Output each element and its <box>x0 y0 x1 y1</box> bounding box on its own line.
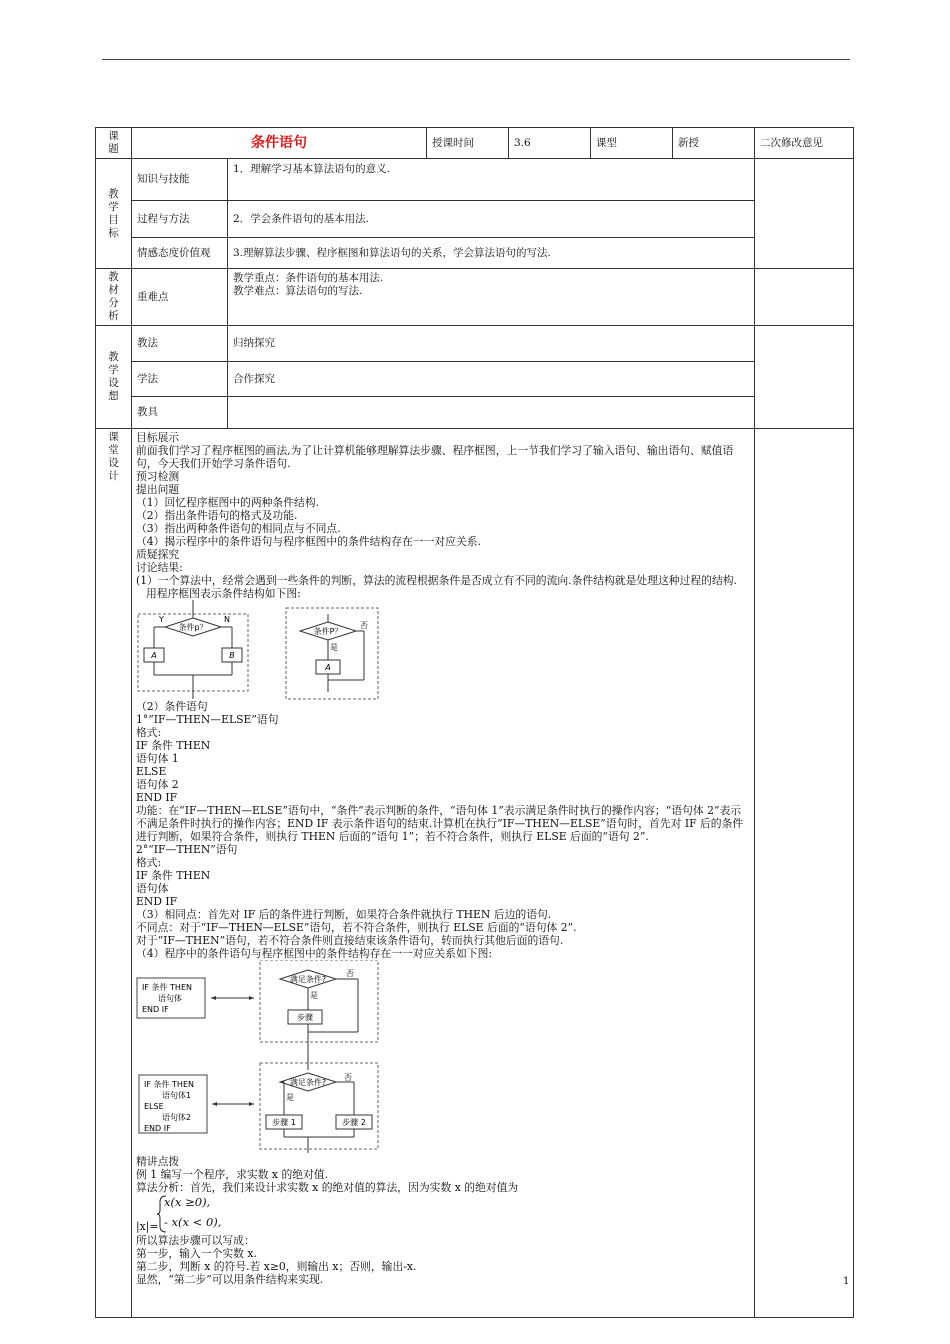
fig4-code-1: IF 条件 THEN <box>144 1080 194 1089</box>
analysis-name: 重难点 <box>132 269 228 326</box>
fig2-no: 否 <box>360 621 368 630</box>
content-line: 前面我们学习了程序框图的画法,为了让计算机能够理解算法步骤、程序框图，上一节我们学习了输入语句、输出语句、赋值语句，今天我们开始学习条件语句. <box>136 444 734 470</box>
lesson-title: 条件语句 <box>132 128 427 159</box>
fig3-code-2: 语句体 <box>158 994 182 1003</box>
fig4-code-5: END IF <box>144 1124 171 1133</box>
content-line: 格式: <box>136 856 162 869</box>
course-section-c <box>136 1155 750 1194</box>
flowchart-row-1 <box>136 600 750 700</box>
course-content <box>132 429 755 1318</box>
fig3-code-1: IF 条件 THEN <box>142 983 192 992</box>
fig1-yes: Y <box>159 615 164 624</box>
content-line: 用程序框图表示条件结构如下图: <box>146 587 301 600</box>
revision-cell <box>755 269 854 326</box>
type-value: 新授 <box>673 128 755 159</box>
header-rule <box>102 59 850 60</box>
key-point: 教学重点：条件语句的基本用法. <box>233 272 384 284</box>
content-line: （2）条件语句 <box>136 700 208 713</box>
content-line: 语句体 1 <box>136 752 179 765</box>
content-line: 2°“IF—THEN”语句 <box>136 843 238 856</box>
content-line: （4）揭示程序中的条件语句与程序框图中的条件结构存在一一对应关系. <box>136 535 482 548</box>
content-line: 质疑探究 <box>136 548 180 561</box>
goal-name: 知识与技能 <box>132 159 228 201</box>
content-line: IF 条件 THEN <box>136 739 211 752</box>
content-line: END IF <box>136 791 178 804</box>
fig1-a: A <box>151 651 157 660</box>
abs-prefix: |x|= <box>136 1220 159 1233</box>
content-line: (1）一个算法中，经常会遇到一些条件的判断，算法的流程根据条件是否成立有不同的流向.条件结构就是处理这种过程的结构. <box>136 574 737 587</box>
content-line: 第二步，判断 x 的符号.若 x≥0，则输出 x；否则，输出-x. <box>136 1260 417 1273</box>
if-else-flowchart <box>136 600 386 700</box>
fig1-no: N <box>224 615 230 624</box>
content-line: 第一步，输入一个实数 x. <box>136 1247 257 1260</box>
course-section-d <box>136 1234 750 1286</box>
difficult-point: 教学难点：算法语句的写法. <box>233 285 363 297</box>
content-line: 预习检测 <box>136 470 180 483</box>
time-value: 3.6 <box>509 128 591 159</box>
content-line: ELSE <box>136 765 167 778</box>
fig3-cond: 满足条件? <box>289 975 327 984</box>
content-line: 目标展示 <box>136 431 180 444</box>
content-line: （1）回忆程序框图中的两种条件结构. <box>136 496 320 509</box>
fig3-code-3: END IF <box>142 1005 169 1014</box>
course-label: 课 堂 设 计 <box>96 429 132 1318</box>
course-section-b <box>136 700 750 960</box>
goals-label: 教 学 目 标 <box>96 159 132 269</box>
analysis-text <box>228 269 755 326</box>
type-label: 课型 <box>591 128 673 159</box>
fig1-b: B <box>229 651 235 660</box>
goal-name: 过程与方法 <box>132 201 228 238</box>
revision-cell <box>755 159 854 269</box>
design-label: 教 学 设 想 <box>96 326 132 429</box>
page-number: 1 <box>843 1276 850 1287</box>
content-line: 语句体 2 <box>136 778 179 791</box>
content-line: IF 条件 THEN <box>136 869 211 882</box>
content-line: 显然，“第二步”可以用条件结构来实现. <box>136 1273 324 1286</box>
goal-text: 1．理解学习基本算法语句的意义. <box>228 159 755 201</box>
content-line: 提出问题 <box>136 483 180 496</box>
fig2-cond: 条件P？ <box>313 627 343 636</box>
fig4-code-4: 语句体2 <box>162 1113 192 1122</box>
content-line: 功能：在“IF—THEN—ELSE”语句中，“条件”表示判断的条件，“语句体 1”表示满足条件时执行的操作内容；“语句体 2”表示不满足条件时执行的操作内容；END IF 表示条件语句的结束.计算机在执行“IF—THEN—ELSE”语句时，首先对 IF 后的条件进行判断，如果符合条件，则执行 THEN 后面的“语句 1”；若不符合条件，则执行 ELSE 后面的“语句 2”. <box>136 804 744 843</box>
content-line: 讨论结果: <box>136 561 183 574</box>
design-text <box>228 397 755 429</box>
revision-label: 二次修改意见 <box>755 128 854 159</box>
fig2-yes: 是 <box>330 643 338 652</box>
revision-cell <box>755 429 854 1318</box>
fig2-a: A <box>325 663 331 672</box>
content-line: （4）程序中的条件语句与程序框图中的条件结构存在一一对应关系如下图: <box>136 947 493 960</box>
content-line: 对于“IF—THEN”语句，若不符合条件则直接结束该条件语句，转而执行其他后面的语句. <box>136 934 564 947</box>
design-name: 教法 <box>132 326 228 362</box>
goal-text: 3.理解算法步骤、程序框图和算法语句的关系，学会算法语句的写法. <box>228 238 755 269</box>
content-line: 精讲点拨 <box>136 1155 180 1168</box>
abs-value-formula <box>136 1194 750 1234</box>
fig4-step2: 步骤 2 <box>342 1118 366 1127</box>
fig3-yes: 是 <box>310 991 318 1000</box>
content-line: 算法分析：首先，我们来设计求实数 x 的绝对值的算法，因为实数 x 的绝对值为 <box>136 1181 519 1194</box>
time-label: 授课时间 <box>427 128 509 159</box>
abs-case-2: - x(x < 0), <box>164 1215 222 1229</box>
content-line: 所以算法步骤可以写成： <box>136 1234 255 1247</box>
content-line: （3）指出两种条件语句的相同点与不同点. <box>136 522 341 535</box>
goal-name: 情感态度价值观 <box>132 238 228 269</box>
code-flowchart-pairs <box>136 960 386 1155</box>
abs-case-1: x(x ≥0), <box>164 1195 211 1209</box>
fig4-step1: 步骤 1 <box>272 1118 296 1127</box>
fig4-no: 否 <box>344 1073 352 1082</box>
design-text: 合作探究 <box>228 362 755 397</box>
fig3-step: 步骤 <box>297 1013 313 1022</box>
lesson-plan-table <box>95 127 854 1318</box>
content-line: 不同点：对于“IF—THEN—ELSE”语句，若不符合条件，则执行 ELSE 后面的“语句体 2”. <box>136 921 577 934</box>
keti-label: 课 题 <box>96 128 132 159</box>
fig1-cond: 条件p？ <box>178 623 208 632</box>
content-line: END IF <box>136 895 178 908</box>
revision-cell <box>755 326 854 429</box>
fig4-yes: 是 <box>286 1093 294 1102</box>
content-line: （2）指出条件语句的格式及功能. <box>136 509 298 522</box>
fig4-code-2: 语句体1 <box>162 1091 192 1100</box>
content-line: 例 1 编写一个程序，求实数 x 的绝对值. <box>136 1168 329 1181</box>
design-text: 归纳探究 <box>228 326 755 362</box>
content-line: 1°“IF—THEN—ELSE”语句 <box>136 713 279 726</box>
goal-text: 2．学会条件语句的基本用法. <box>228 201 755 238</box>
fig3-no: 否 <box>346 969 354 978</box>
fig4-code-3: ELSE <box>144 1102 164 1111</box>
course-section-a <box>136 431 750 600</box>
design-name: 学法 <box>132 362 228 397</box>
content-line: 格式: <box>136 726 162 739</box>
content-line: 语句体 <box>136 882 169 895</box>
analysis-label: 教 材 分 析 <box>96 269 132 326</box>
flowchart-row-2 <box>136 960 750 1155</box>
content-line: （3）相同点：首先对 IF 后的条件进行判断，如果符合条件就执行 THEN 后边的语句. <box>136 908 552 921</box>
fig4-cond: 满足条件? <box>289 1078 327 1087</box>
design-name: 教具 <box>132 397 228 429</box>
